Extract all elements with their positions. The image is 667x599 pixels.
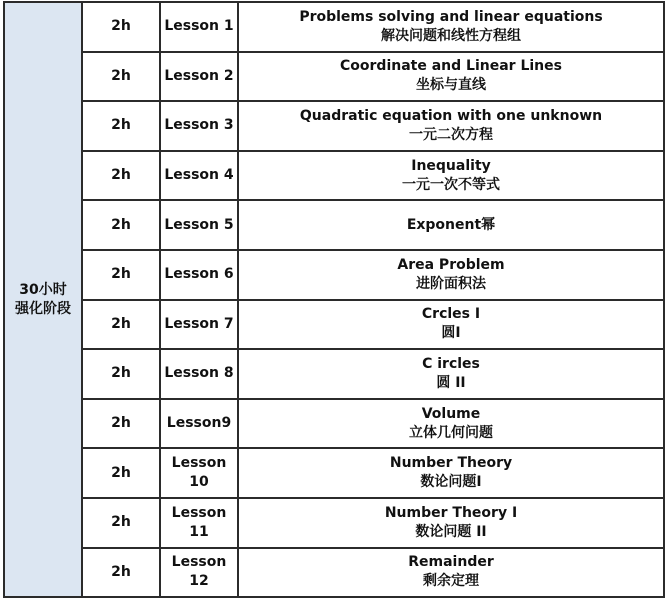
lesson-cell: Lesson 1 [160,2,238,52]
table-row [4,2,664,52]
topic-english: Number Theory [389,455,513,472]
lesson-cell: Lesson 7 [160,300,238,350]
hours-cell: 2h [82,300,160,350]
hours-cell: 2h [82,151,160,201]
lesson-cell: Lesson 6 [160,250,238,300]
table-row [4,548,664,598]
topic-chinese: 一元一次不等式 [402,176,500,193]
stage-phase-label: 强化阶段 [15,300,71,317]
topic-cell [238,448,664,498]
topic-english: Problems solving and linear equations [299,8,603,25]
hours-cell: 2h [82,349,160,399]
schedule-sheet [0,1,667,599]
table-row [4,200,664,250]
lesson-cell: Lesson 5 [160,200,238,250]
topic-english: Coordinate and Linear Lines [340,58,562,75]
stage-cell [4,2,82,597]
table-row [4,448,664,498]
topic-english: Quadratic equation with one unknown [299,107,603,124]
topic-cell [238,250,664,300]
topic-chinese: 剩余定理 [423,573,479,590]
lesson-cell: Lesson 3 [160,101,238,151]
hours-cell: 2h [82,52,160,102]
hours-cell: 2h [82,448,160,498]
topic-english: Crcles I [421,306,481,323]
topic-cell [238,498,664,548]
topic-chinese: 数论问题I [420,474,482,491]
topic-chinese: 立体几何问题 [409,424,493,441]
topic-cell [238,2,664,52]
hours-cell: 2h [82,2,160,52]
topic-english: C ircles [422,355,480,372]
lesson-cell: Lesson9 [160,399,238,449]
hours-cell: 2h [82,101,160,151]
topic-chinese: 圆 II [436,374,466,391]
stage-hours-label: 30小时 [19,281,67,298]
topic-english: Number Theory I [384,504,518,521]
topic-chinese: 一元二次方程 [409,126,493,143]
topic-chinese: 坐标与直线 [416,77,486,94]
lesson-cell: Lesson 11 [160,498,238,548]
topic-cell [238,300,664,350]
topic-english: Exponent幂 [406,216,496,233]
lesson-cell: Lesson 12 [160,548,238,598]
table-row [4,349,664,399]
topic-cell [238,200,664,250]
topic-english: Inequality [411,157,491,174]
topic-cell [238,399,664,449]
topic-chinese: 进阶面积法 [416,275,486,292]
hours-cell: 2h [82,200,160,250]
table-row [4,300,664,350]
lesson-cell: Lesson 4 [160,151,238,201]
table-row [4,399,664,449]
topic-cell [238,52,664,102]
topic-cell [238,548,664,598]
topic-english: Area Problem [397,256,505,273]
table-row [4,101,664,151]
lesson-cell: Lesson 8 [160,349,238,399]
topic-cell [238,349,664,399]
topic-chinese: 数论问题 II [415,523,487,540]
schedule-body [4,2,664,597]
topic-english: Volume [421,405,481,422]
hours-cell: 2h [82,498,160,548]
table-row [4,498,664,548]
topic-cell [238,151,664,201]
lesson-cell: Lesson 2 [160,52,238,102]
lesson-schedule-table [3,1,665,598]
lesson-cell: Lesson 10 [160,448,238,498]
topic-english: Remainder [408,554,494,571]
topic-cell [238,101,664,151]
hours-cell: 2h [82,399,160,449]
topic-chinese: 圆I [441,325,461,342]
table-row [4,151,664,201]
hours-cell: 2h [82,250,160,300]
table-row [4,250,664,300]
hours-cell: 2h [82,548,160,598]
topic-chinese: 解决问题和线性方程组 [381,27,521,44]
table-row [4,52,664,102]
